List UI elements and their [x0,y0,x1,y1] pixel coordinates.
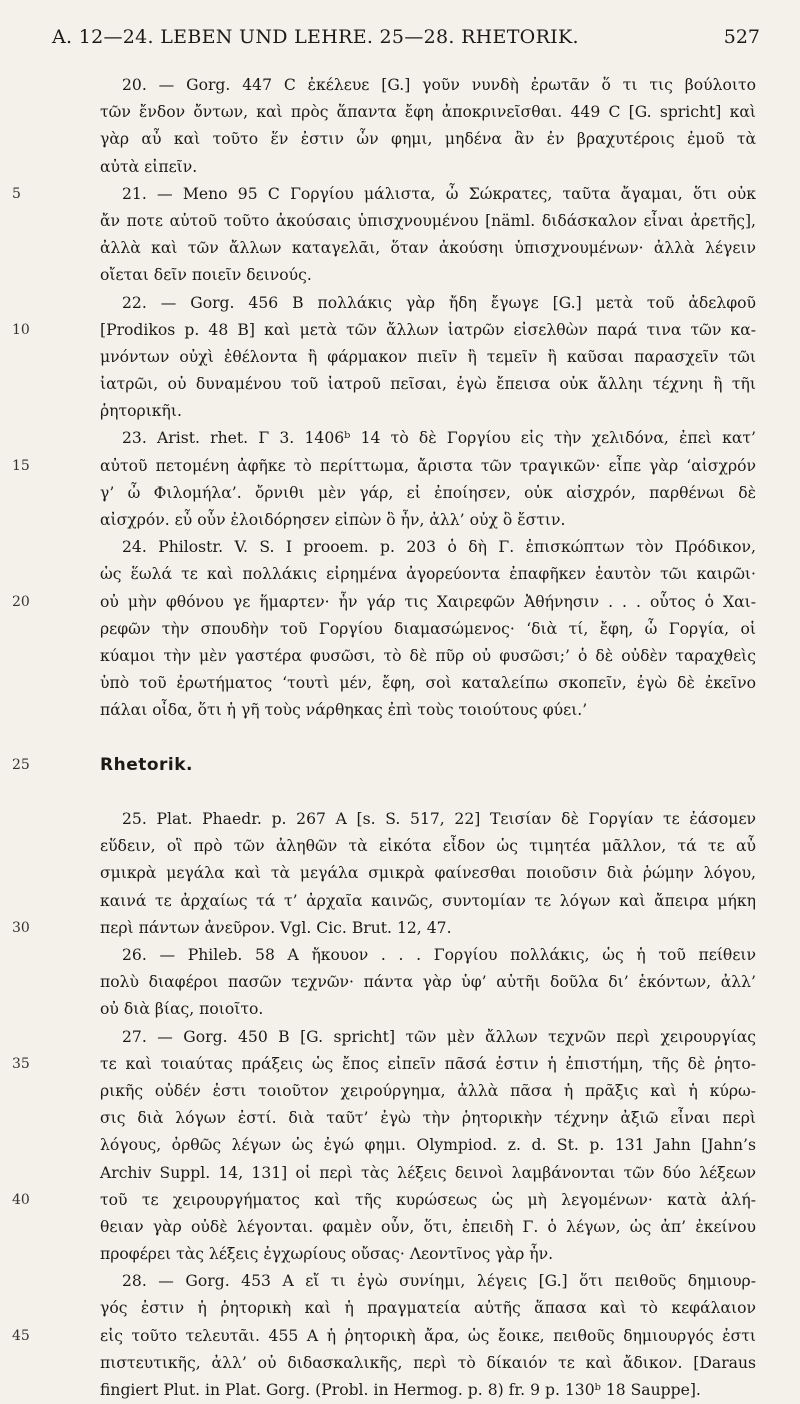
line-text: ὑπὸ τοῦ ἐρωτήματος ‘τουτὶ μέν, ἔφη, σοὶ καταλείπω σκοπεῖν, ἐγὼ δὲ ἐκεῖνο [100,674,756,693]
line-text: ῥητορικῆι. [100,402,182,421]
line-text: οὐ μὴν φθόνου γε ἥμαρτεν· ἦν γάρ τις Χαιρεφῶν Ἀθήνησιν . . . οὗτος ὁ Χαι- [100,592,756,611]
text-line [100,779,756,806]
text-line [100,235,756,262]
page-number: 527 [723,26,760,48]
line-text: θειαν γὰρ οὐδὲ λέγονται. φαμὲν οὖν, ὅτι, ἐπειδὴ Γ. ὁ λέγων, ὡς ἀπ’ ἐκείνου [100,1217,756,1236]
text-line [100,616,756,643]
text-line [100,1241,756,1268]
text-line [12,1051,756,1078]
line-text: 27. — Gorg. 450 B [G. spricht] τῶν μὲν ἄλλων τεχνῶν περὶ χειρουργίας [122,1027,756,1046]
line-text: περὶ πάντων ἀνεῦρον. Vgl. Cic. Brut. 12, 47. [100,918,452,937]
line-number: 40 [12,1191,30,1208]
line-number: 10 [12,321,30,338]
text-line [100,208,756,235]
text-line [12,453,756,480]
text-line [100,1024,756,1051]
line-text: Archiv Suppl. 14, 131] οἱ περὶ τὰς λέξεις δεινοὶ λαμβάνονται τῶν δύο λέξεων [100,1163,756,1182]
text-line [12,317,756,344]
text-line [100,643,756,670]
line-text: γός ἐστιν ἡ ῥητορικὴ καὶ ἡ πραγματεία αὐτῆς ἅπασα καὶ τὸ κεφάλαιον [100,1299,756,1318]
line-text: πολὺ διαφέροι πασῶν τεχνῶν· πάντα γὰρ ὑφ’ αὑτῆι δοῦλα δι’ ἑκόντων, ἀλλ’ [100,973,756,992]
text-line [100,806,756,833]
line-text: οὐ διὰ βίας, ποιοῖτο. [100,1000,264,1019]
running-header [52,26,760,52]
line-text: αἰσχρόν. εὖ οὖν ἐλοιδόρησεν εἰπὼν ὃ ἦν, ἀλλ’ οὐχ ὃ ἔστιν. [100,511,566,529]
line-text: εὕδειν, οἳ πρὸ τῶν ἀληθῶν τὰ εἰκότα εἶδον ὡς τιμητέα μᾶλλον, τά τε αὖ [100,837,756,856]
line-text: ἄν ποτε αὐτοῦ τοῦτο ἀκούσαις ὑπισχνουμένου [näml. διδάσκαλον εἶναι ἀρετῆς], [100,211,756,230]
text-line [100,398,756,425]
line-text: τοῦ τε χειρουργήματος καὶ τῆς κυρώσεως ὡς μὴ λεγομένων· κατὰ ἀλή- [100,1190,756,1209]
line-text: καινά τε ἀρχαίως τά τ’ ἀρχαῖα καινῶς, συντομίαν τε λόγων καὶ ἄπειρα μήκη [100,891,756,910]
text-line [100,154,756,181]
text-line [12,181,756,208]
line-text: 22. — Gorg. 456 B πολλάκις γὰρ ἤδη ἔγωγε [G.] μετὰ τοῦ ἀδελφοῦ [122,293,756,312]
line-text: πιστευτικῆς, ἀλλ’ οὐ διδασκαλικῆς, περὶ τὸ δίκαιόν τε καὶ ἄδικον. [Daraus [100,1353,756,1372]
header-title: A. 12—24. LEBEN UND LEHRE. 25—28. RHETORIK. [52,26,579,48]
line-text: [Prodikos p. 48 B] καὶ μετὰ τῶν ἄλλων ἰατρῶν εἰσελθὼν παρά τινα τῶν κα- [100,320,756,339]
text-line [12,915,756,942]
line-number: 5 [12,185,21,202]
text-line [100,1214,756,1241]
line-text: αὐτὰ εἰπεῖν. [100,157,198,176]
text-line [100,1078,756,1105]
line-text: 24. Philostr. V. S. I prooem. p. 203 ὁ δὴ Γ. ἐπισκώπτων τὸν Πρόδικον, [122,538,756,557]
text-line [100,1295,756,1322]
text-line [100,262,756,289]
text-line [12,1187,756,1214]
text-line [100,561,756,588]
text-line [100,942,756,969]
text-line [100,72,756,99]
line-number: 30 [12,919,30,936]
text-line [100,1268,756,1295]
line-number: 35 [12,1055,30,1072]
line-text: 28. — Gorg. 453 A εἴ τι ἐγὼ συνίημι, λέγεις [G.] ὅτι πειθοῦς δημιουρ- [122,1272,756,1291]
line-number: 25 [12,756,30,773]
line-text: 20. — Gorg. 447 C ἐκέλευε [G.] γοῦν νυνδὴ ἐρωτᾶν ὅ τι τις βούλοιτο [122,76,756,94]
line-text: τῶν ἔνδον ὄντων, καὶ πρὸς ἅπαντα ἔφη ἀποκρινεῖσθαι. 449 C [G. spricht] καὶ [100,103,756,122]
text-line [100,507,756,534]
text-line [100,99,756,126]
line-text: εἰς τοῦτο τελευτᾶι. 455 A ἡ ῥητορικὴ ἄρα, ὡς ἔοικε, πειθοῦς δημιουργός ἐστι [100,1326,756,1345]
text-line [100,833,756,860]
line-text: ρικῆς οὐδέν ἐστι τοιοῦτον χειρούργημα, ἀλλὰ πᾶσα ἡ πρᾶξις καὶ ἡ κύρω- [100,1081,756,1100]
text-line [12,589,756,616]
line-text: γὰρ αὖ καὶ τοῦτο ἕν ἐστιν ὧν φημι, μηδένα ἂν ἐν βραχυτέροις ἐμοῦ τὰ [100,130,756,149]
line-text: ρεφῶν τὴν σπουδὴν τοῦ Γοργίου διαμασώμενος· ‘διὰ τί, ἔφη, ὦ Γοργία, οἱ [100,619,756,638]
text-line [100,425,756,452]
line-text: μνόντων οὐχὶ ἐθέλοντα ἢ φάρμακον πιεῖν ἢ τεμεῖν ἢ καῦσαι παρασχεῖν τῶι [100,347,756,366]
text-line [100,996,756,1023]
line-number: 20 [12,593,30,610]
line-text: 21. — Meno 95 C Γοργίου μάλιστα, ὦ Σώκρατες, ταῦτα ἄγαμαι, ὅτι οὐκ [122,184,756,203]
line-number: 15 [12,457,30,474]
text-line [100,860,756,887]
text-line [100,888,756,915]
text-line [100,344,756,371]
line-text: ὡς ἕωλά τε καὶ πολλάκις εἰρημένα ἀγορεύοντα ἐπαφῆκεν ἑαυτὸν τῶι καιρῶι· [100,565,756,584]
text-line [100,1105,756,1132]
line-text: οἴεται δεῖν ποιεῖν δεινούς. [100,266,312,285]
text-line [100,1160,756,1187]
line-text: ἰατρῶι, οὐ δυναμένου τοῦ ἰατροῦ πεῖσαι, ἐγὼ ἔπεισα οὐκ ἄλληι τέχνηι ἢ τῆι [100,375,756,394]
text-line [100,697,756,724]
line-text: αὐτοῦ πετομένη ἀφῆκε τὸ περίττωμα, ἄριστα τῶν τραγικῶν· εἶπε γὰρ ‘αἰσχρόν [100,456,756,475]
line-number: 45 [12,1327,30,1344]
line-text: σις διὰ λόγων ἐστί. διὰ ταῦτ’ ἐγὼ τὴν ῥητορικὴν τέχνην ἀξιῶ εἶναι περὶ [100,1109,756,1128]
section-heading [12,752,756,779]
text-line [100,126,756,153]
line-text: σμικρὰ μεγάλα καὶ τὰ μεγάλα σμικρὰ φαίνεσθαι ποιοῦσιν διὰ ῥώμην λόγου, [100,864,756,883]
text-line [100,670,756,697]
text-body [12,72,756,1404]
text-line [12,1323,756,1350]
line-text: 23. Arist. rhet. Γ 3. 1406ᵇ 14 τὸ δὲ Γοργίου εἰς τὴν χελιδόνα, ἐπεὶ κατ’ [122,429,756,448]
line-text: fingiert Plut. in Plat. Gorg. (Probl. in Hermog. p. 8) fr. 9 p. 130ᵇ 18 Sauppe]. [100,1381,701,1399]
line-text: ἀλλὰ καὶ τῶν ἄλλων καταγελᾶι, ὅταν ἀκούσηι ὑπισχνουμένων· ἀλλὰ λέγειν [100,239,756,258]
text-line [100,1377,756,1404]
line-text: γ’ ὦ Φιλομήλα’. ὄρνιθι μὲν γάρ, εἰ ἐποίησεν, οὐκ αἰσχρόν, παρθένωι δὲ [100,483,756,502]
text-line [100,371,756,398]
text-line [100,534,756,561]
text-line [100,969,756,996]
text-line [100,725,756,752]
text-line [100,480,756,507]
text-line [100,1350,756,1377]
line-text: κύαμοι τὴν μὲν γαστέρα φυσῶσι, τὸ δὲ πῦρ οὐ φυσῶσι;’ ὁ δὲ οὐδὲν ταραχθεὶς [100,646,756,665]
text-line [100,290,756,317]
text-line [100,1132,756,1159]
line-text: πάλαι οἶδα, ὅτι ἡ γῆ τοὺς νάρθηκας ἐπὶ τοὺς τοιούτους φύει.’ [100,701,588,720]
line-text: προφέρει τὰς λέξεις ἐγχωρίους οὔσας· Λεοντῖνος γὰρ ἦν. [100,1245,554,1264]
line-text: 26. — Phileb. 58 A ἤκουον . . . Γοργίου πολλάκις, ὡς ἡ τοῦ πείθειν [122,946,756,964]
line-text: τε καὶ τοιαύτας πράξεις ὡς ἔπος εἰπεῖν πᾶσά ἐστιν ἡ ἐπιστήμη, τῆς δὲ ῥητο- [100,1054,756,1073]
line-text: 25. Plat. Phaedr. p. 267 A [s. S. 517, 22] Τεισίαν δὲ Γοργίαν τε ἐάσομεν [122,810,756,829]
line-text: λόγους, ὀρθῶς λέγων ὡς ἐγώ φημι. Olympiod. z. d. St. p. 131 Jahn [Jahn’s [100,1136,756,1155]
section-title: Rhetorik. [100,754,194,775]
